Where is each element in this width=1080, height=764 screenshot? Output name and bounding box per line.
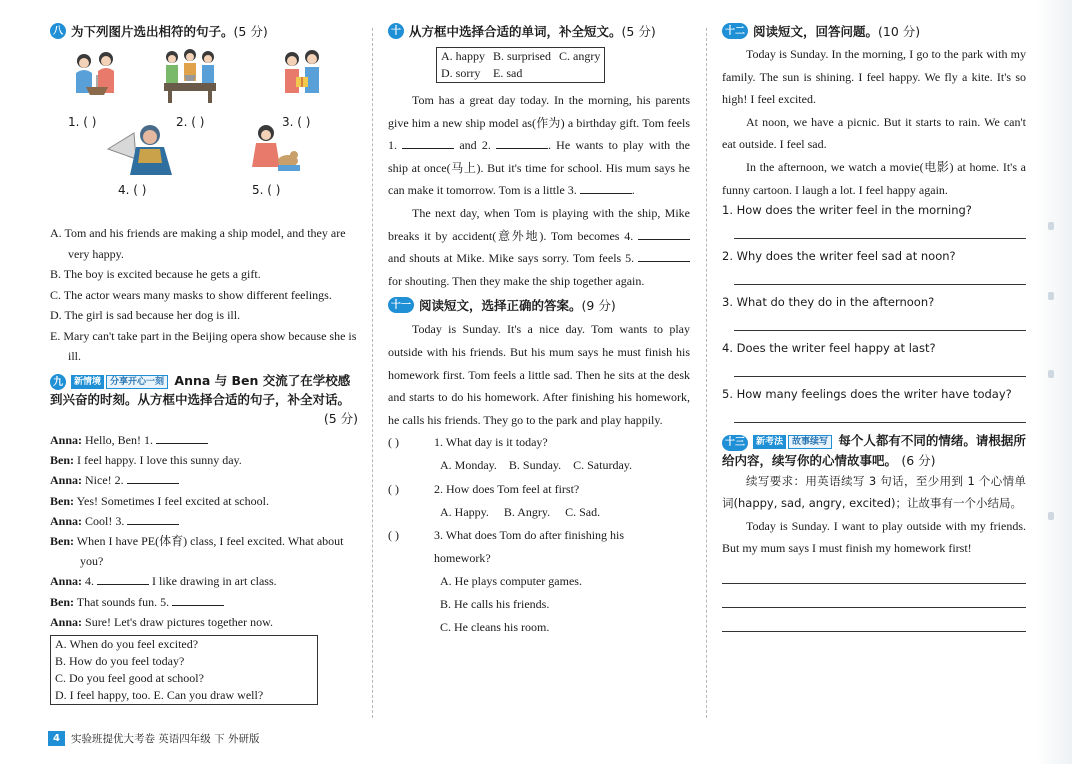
page-footer [48, 731, 259, 746]
picture-2-label: 2. ( ) [176, 115, 205, 129]
word-option: E. sad [493, 66, 523, 80]
question-3: ( ) 3. What does Tom do after finishing his homework? [388, 524, 690, 570]
cloze-paragraph-2: The next day, when Tom is playing with the ship, Mike breaks it by accident(意外地). Tom becomes 4. and shouts at Mike. Mike says sorry. Tom feels 5. for shouting. Then they make the ship together again. [388, 205, 690, 288]
column-divider [706, 28, 707, 718]
dialogue-line: Anna: Nice! 2. [50, 470, 358, 490]
box-option-a: A. When do you feel excited? [55, 637, 199, 652]
section-score: (9 分) [581, 298, 616, 314]
short-answer-questions [722, 201, 1026, 423]
question-1: ( ) 1. What day is it today? [388, 431, 690, 454]
option-a: A. Tom and his friends are making a ship model, and they are very happy. [50, 226, 346, 261]
word-option: C. angry [559, 49, 601, 63]
question-2-options: A. Happy. B. Angry. C. Sad. [440, 504, 601, 519]
answer-line[interactable] [734, 421, 1026, 423]
section-score: (5 分) [233, 24, 268, 39]
dialogue [50, 430, 358, 632]
question-5: 5. How many feelings does the writer have today? [722, 387, 1012, 402]
dialogue-line: Ben: Yes! Sometimes I feel excited at school. [50, 493, 269, 508]
reading-paragraph-3: In the afternoon, we watch a movie(电影) at home. It's a funny cartoon. I laugh a lot. I feel happy again. [722, 159, 1026, 197]
boy-gift-picture [278, 47, 328, 103]
section-title: 每个人都有不同的情绪。请根据所给内容，续写你的心情故事吧。 [722, 433, 1026, 468]
word-option: D. sorry [441, 66, 481, 80]
answer-blank[interactable] [127, 512, 179, 525]
kids-ship-model-picture [68, 47, 124, 103]
reading-passage: Today is Sunday. It's a nice day. Tom wants to play outside with his friends. But his mum says he must finish his homework first. Tom feels a little sad. Then he sits at the desk and starts to do his homework. After finishing his homework, he calls his friends. They go to the park and play happily. [388, 322, 690, 427]
question-4: 4. Does the writer feel happy at last? [722, 341, 936, 356]
writing-line[interactable] [722, 630, 1026, 632]
option-c: C. The actor wears many masks to show different feelings. [50, 287, 332, 302]
dialogue-line: Ben: I feel happy. I love this sunny day. [50, 453, 242, 468]
friends-table-picture [160, 45, 220, 105]
option-d: D. The girl is sad because her dog is ill. [50, 308, 241, 322]
answer-blank[interactable] [127, 471, 179, 484]
section-title: 阅读短文，回答问题。 [753, 24, 879, 39]
option-e: E. Mary can't take part in the Beijing opera show because she is ill. [50, 328, 357, 363]
picture-grid [50, 41, 358, 201]
section-score: (10 分) [878, 24, 921, 39]
new-method-tag: 新考法 [753, 435, 786, 449]
multiple-choice-questions [388, 431, 690, 639]
question-3-option-c: C. He cleans his room. [440, 620, 550, 635]
writing-requirement: 续写要求：用英语续写 3 句话，至少用到 1 个心情单词(happy, sad, angry, excited)；让故事有一个小结局。 [722, 473, 1026, 511]
picture-3-label: 3. ( ) [282, 115, 311, 129]
answer-line[interactable] [734, 283, 1026, 285]
answer-paren[interactable]: ( ) [388, 435, 399, 450]
dialogue-line: Anna: Hello, Ben! 1. [50, 430, 358, 450]
option-b: B. The boy is excited because he gets a gift. [50, 267, 261, 281]
dialogue-line: Anna: Cool! 3. [50, 511, 358, 531]
answer-blank[interactable] [638, 249, 690, 262]
answer-blank[interactable] [156, 431, 208, 444]
section-score: (5 分) [621, 24, 656, 39]
section-10-heading [388, 22, 690, 41]
page-edge [1036, 0, 1072, 764]
section-11-heading [388, 296, 690, 315]
story-start: Today is Sunday. I want to play outside with my friends. But my mum says I must finish my homework first! [722, 518, 1026, 556]
section-number-badge: 十二 [722, 23, 748, 39]
writing-line[interactable] [722, 606, 1026, 608]
column-middle [388, 22, 690, 639]
dialogue-line: Anna: 4. I like drawing in art class. [50, 574, 277, 589]
box-option-b: B. How do you feel today? [55, 654, 185, 669]
girl-sick-dog-picture [248, 121, 302, 175]
word-option: A. happy [441, 49, 485, 63]
reading-paragraph-2: At noon, we have a picnic. But it starts to rain. We can't eat outside. I feel sad. [722, 114, 1026, 152]
answer-paren[interactable]: ( ) [388, 527, 399, 542]
answer-blank[interactable] [580, 181, 632, 194]
topic-tag: 分享开心一刻 [106, 375, 168, 389]
column-right [722, 22, 1026, 640]
box-option-c: C. Do you feel good at school? [55, 671, 204, 686]
answer-paren[interactable]: ( ) [388, 481, 399, 496]
section-8-heading [50, 22, 358, 41]
picture-4-label: 4. ( ) [118, 183, 147, 197]
section-number-badge: 十三 [722, 435, 748, 451]
column-left [50, 22, 358, 705]
dialogue-line: Ben: When I have PE(体育) class, I feel excited. What about you? [50, 534, 344, 569]
answer-blank[interactable] [402, 136, 454, 149]
section-9-heading [50, 371, 358, 429]
answer-blank[interactable] [496, 136, 548, 149]
writing-line[interactable] [722, 582, 1026, 584]
opera-actor-picture [106, 119, 186, 177]
section-title: 阅读短文，选择正确的答案。 [419, 298, 582, 314]
question-3-option-a: A. He plays computer games. [440, 573, 582, 588]
answer-line[interactable] [734, 329, 1026, 331]
answer-blank[interactable] [638, 227, 690, 240]
section-number-badge: 十一 [388, 297, 414, 313]
cloze-paragraph-1: Tom has a great day today. In the morning, his parents give him a new ship model as(作为) a birthday gift. Tom feels 1. and 2. . He wants to play with the ship at once(马上). But it's time for school. His mum says he can make it tomorrow. Tom is a little 3. . [388, 93, 691, 198]
picture-5-label: 5. ( ) [252, 183, 281, 197]
box-option-de: D. I feel happy, too. E. Can you draw well? [55, 688, 264, 703]
answer-line[interactable] [734, 237, 1026, 239]
section-score: (5 分) [323, 411, 358, 426]
dialogue-line: Anna: Sure! Let's draw pictures together now. [50, 614, 274, 629]
book-title: 实验班提优大考卷 英语四年级 下 外研版 [70, 733, 260, 745]
question-2: 2. Why does the writer feel sad at noon? [722, 249, 956, 264]
section-12-heading [722, 22, 1026, 41]
question-3: 3. What do they do in the afternoon? [722, 295, 935, 310]
section-title: Anna 与 Ben 交流了在学校感到兴奋的时刻。从方框中选择合适的句子，补全对话。 [50, 372, 351, 407]
question-2: ( ) 2. How does Tom feel at first? [388, 478, 690, 501]
column-divider [372, 28, 373, 718]
word-option: B. surprised [493, 49, 551, 63]
answer-blank[interactable] [172, 593, 224, 606]
word-choice-box [436, 47, 605, 83]
section-score: (6 分) [901, 452, 936, 468]
section-title: 为下列图片选出相符的句子。 [71, 24, 234, 39]
reading-paragraph-1: Today is Sunday. In the morning, I go to the park with my family. The sun is shining. I feel happy. We fly a kite. It's so high! I feel excited. [722, 47, 1026, 107]
page-number: 4 [48, 731, 65, 746]
question-1: 1. How does the writer feel in the morning? [722, 203, 972, 218]
sentence-choice-box [50, 635, 318, 705]
section-13-heading [722, 431, 1026, 470]
sentence-options [50, 223, 358, 367]
section-number-badge: 八 [50, 23, 66, 39]
picture-1-label: 1. ( ) [68, 115, 97, 129]
answer-line[interactable] [734, 375, 1026, 377]
section-number-badge: 九 [50, 374, 66, 390]
question-1-options: A. Monday. B. Sunday. C. Saturday. [440, 458, 633, 473]
dialogue-line: Ben: That sounds fun. 5. [50, 592, 358, 612]
section-title: 从方框中选择合适的单词，补全短文。 [409, 24, 622, 39]
answer-blank[interactable] [97, 572, 149, 585]
section-number-badge: 十 [388, 23, 404, 39]
question-3-option-b: B. He calls his friends. [440, 596, 550, 611]
new-context-tag: 新情境 [71, 375, 104, 389]
topic-tag: 故事续写 [788, 435, 832, 449]
